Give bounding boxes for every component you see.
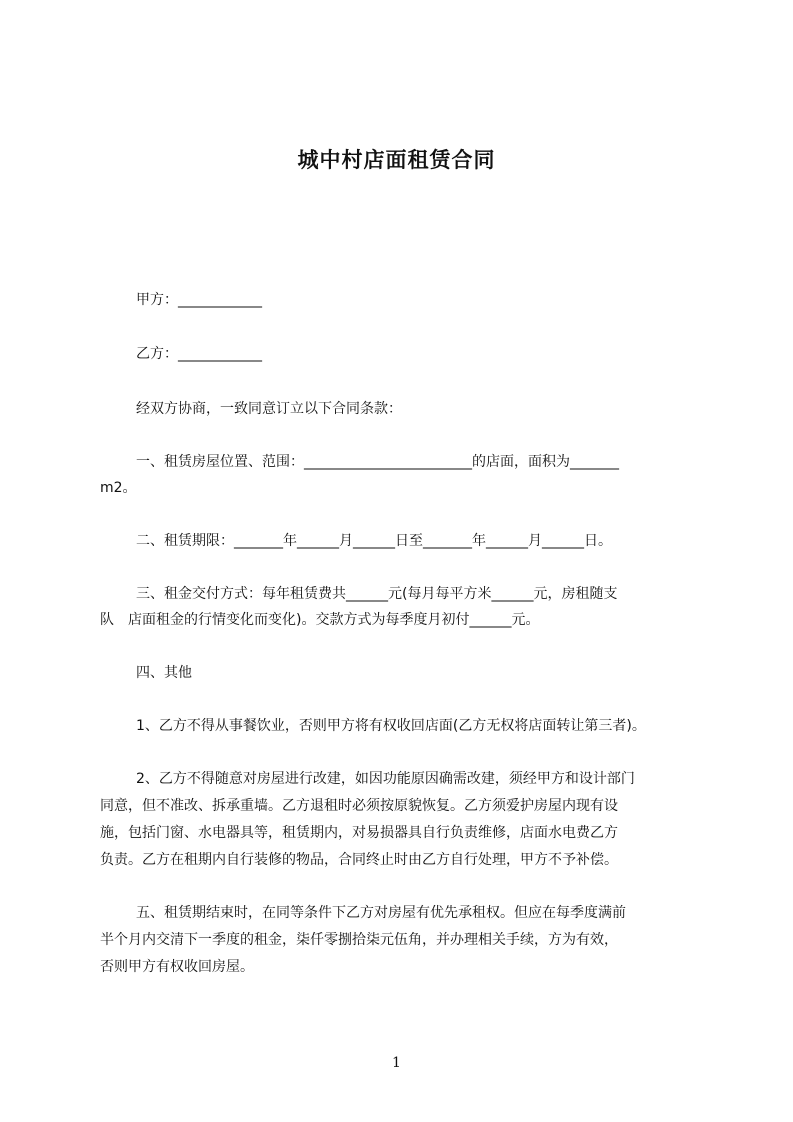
clause-3-line-1: 三、租金交付方式：每年租赁费共______元(每月每平方米______元，房租随支 [136, 586, 618, 602]
clause-5-line-3: 否则甲方有权收回房屋。 [100, 959, 254, 975]
page-title: 城中村店面租赁合同 [297, 148, 496, 172]
item-2-line-1: 2、乙方不得随意对房屋进行改建，如因功能原因确需改建，须经甲方和设计部门 [136, 771, 635, 787]
clause-5-line-1: 五、租赁期结束时，在同等条件下乙方对房屋有优先承租权。但应在每季度满前 [136, 905, 626, 921]
clause-2: 二、租赁期限：_______年______月______日至_______年______月______日。 [136, 533, 612, 549]
clause-1-line-2: m2。 [100, 480, 137, 496]
item-2-line-3: 施，包括门窗、水电器具等，租赁期内，对易损器具自行负责维修，店面水电费乙方 [100, 825, 618, 841]
clause-4-heading: 四、其他 [136, 665, 192, 681]
party-b-line: 乙方：____________ [136, 346, 262, 362]
item-1: 1、乙方不得从事餐饮业，否则甲方将有权收回店面(乙方无权将店面转让第三者)。 [136, 718, 646, 734]
party-a-line: 甲方：____________ [136, 292, 262, 308]
clause-5-line-2: 半个月内交清下一季度的租金，柒仟零捌拾柒元伍角，并办理相关手续，方为有效， [100, 932, 618, 948]
intro-paragraph: 经双方协商，一致同意订立以下合同条款： [136, 401, 402, 417]
clause-3-line-2: 队 店面租金的行情变化而变化)。交款方式为每季度月初付______元。 [100, 612, 540, 628]
clause-1-line-1: 一、租赁房屋位置、范围：________________________的店面，面积为_______ [136, 454, 619, 470]
page-number: 1 [392, 1055, 401, 1071]
item-2-line-2: 同意，但不准改、拆承重墙。乙方退租时必须按原貌恢复。乙方须爱护房屋内现有设 [100, 798, 618, 814]
item-2-line-4: 负责。乙方在租期内自行装修的物品，合同终止时由乙方自行处理，甲方不予补偿。 [100, 852, 618, 868]
